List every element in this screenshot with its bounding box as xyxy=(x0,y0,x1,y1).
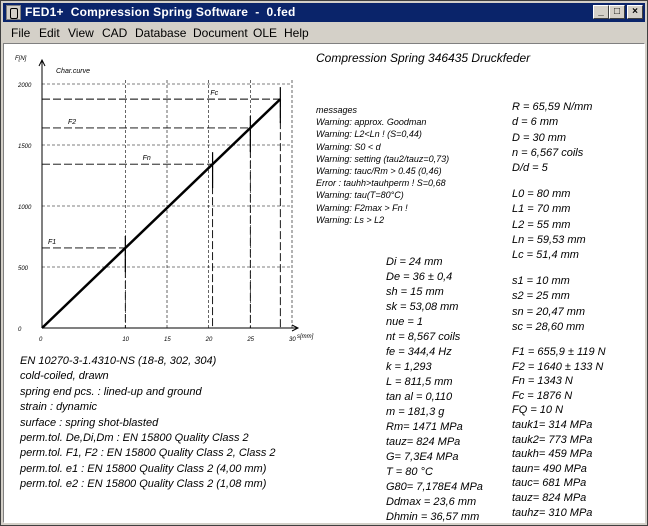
param-line: tauc= 681 MPa xyxy=(512,477,587,490)
app-spring-icon[interactable] xyxy=(6,5,21,20)
x-tick-label: 0 xyxy=(39,337,43,343)
param-line: fe = 344,4 Hz xyxy=(386,346,452,358)
y-tick-label: 1000 xyxy=(18,205,32,211)
param-line: sn = 20,47 mm xyxy=(512,305,586,318)
menu-help[interactable]: Help xyxy=(284,26,309,40)
close-button[interactable]: × xyxy=(627,5,643,19)
param-line: FQ = 10 N xyxy=(512,404,564,417)
message-line: Warning: L2<Ln ! (S=0,44) xyxy=(316,129,422,140)
chart-title: Char.curve xyxy=(56,68,90,75)
param-line: Fc = 1876 N xyxy=(512,389,573,402)
param-line: Di = 24 mm xyxy=(386,256,443,268)
param-line: tauz= 824 MPa xyxy=(386,436,461,448)
param-line: Ln = 59,53 mm xyxy=(512,233,586,246)
param-line: L2 = 55 mm xyxy=(512,218,571,231)
param-line: Rm= 1471 MPa xyxy=(386,421,463,433)
param-line: tauhz= 310 MPa xyxy=(512,506,593,519)
param-line: tauk1= 314 MPa xyxy=(512,419,593,431)
message-line: messages xyxy=(316,105,358,115)
param-line: nt = 8,567 coils xyxy=(386,331,461,343)
material-line: cold-coiled, drawn xyxy=(20,370,109,383)
spring-header: Compression Spring 346435 Druckfeder xyxy=(316,51,531,65)
y-tick-label: 500 xyxy=(18,266,29,272)
param-line: tauk2= 773 MPa xyxy=(512,433,593,446)
x-tick-label: 10 xyxy=(122,337,130,343)
x-tick-label: 20 xyxy=(205,337,213,343)
param-line: D/d = 5 xyxy=(512,162,548,175)
chart-ticks xyxy=(17,83,296,343)
material-line: surface : spring shot-blasted xyxy=(20,416,159,429)
material-line: perm.tol. e1 : EN 15800 Quality Class 2 (4,00 mm) xyxy=(20,462,267,475)
marker-label: F2 xyxy=(68,118,77,126)
param-line: Dhmin = 36,57 mm xyxy=(386,511,480,523)
marker-label: Fn xyxy=(142,155,151,163)
material-line: perm.tol. F1, F2 : EN 15800 Quality Class 2, Class 2 xyxy=(20,447,276,460)
menu-ole[interactable]: OLE xyxy=(253,26,278,40)
param-line: d = 6 mm xyxy=(512,116,559,129)
document-area[interactable] xyxy=(3,43,645,523)
param-line: L0 = 80 mm xyxy=(512,188,571,200)
param-line: Lc = 51,4 mm xyxy=(512,249,579,262)
param-line: Fn = 1343 N xyxy=(512,375,573,388)
material-line: EN 10270-3-1.4310-NS (18-8, 302, 304) xyxy=(20,355,217,367)
menu-cad[interactable]: CAD xyxy=(102,26,128,40)
param-line: R = 65,59 N/mm xyxy=(512,101,593,113)
y-tick-label: 2000 xyxy=(18,83,32,89)
chart-ylabel: F[N] xyxy=(15,56,27,62)
title-bar[interactable] xyxy=(3,3,645,22)
param-line: tan al = 0,110 xyxy=(386,391,453,403)
y-tick-label: 1500 xyxy=(18,144,32,150)
menu-edit[interactable]: Edit xyxy=(39,26,60,40)
param-line: G80= 7,178E4 MPa xyxy=(386,481,483,493)
x-tick-label: 25 xyxy=(247,337,255,343)
message-line: Warning: setting (tau2/tauz=0,73) xyxy=(316,153,450,164)
material-line: perm.tol. De,Di,Dm : EN 15800 Quality Class 2 xyxy=(20,432,249,444)
param-line: De = 36 ± 0,4 xyxy=(386,271,453,283)
param-line: nue = 1 xyxy=(386,316,424,328)
material-line: strain : dynamic xyxy=(20,401,98,414)
x-tick-label: 30 xyxy=(289,337,296,343)
param-line: L1 = 70 mm xyxy=(512,203,571,216)
menu-document[interactable]: Document xyxy=(193,26,248,40)
param-line: F2 = 1640 ± 133 N xyxy=(512,360,604,373)
param-line: sk = 53,08 mm xyxy=(386,301,459,313)
message-line: Error : tauhh>tauhperm ! S=0,68 xyxy=(316,178,446,189)
param-line: sh = 15 mm xyxy=(386,286,444,298)
param-line: m = 181,3 g xyxy=(386,406,445,418)
param-line: G= 7,3E4 MPa xyxy=(386,451,459,463)
window-title: FED1+ Compression Spring Software - 0.fed xyxy=(25,5,296,19)
param-line: taukh= 459 MPa xyxy=(512,448,593,461)
spring-characteristic-line xyxy=(42,99,280,328)
message-line: Warning: tauc/Rm > 0.45 (0,46) xyxy=(316,166,442,176)
message-line: Warning: approx. Goodman xyxy=(316,117,427,128)
marker-label: Fc xyxy=(210,90,219,98)
x-tick-label: 15 xyxy=(164,337,171,343)
material-line: perm.tol. e2 : EN 15800 Quality Class 2 (1,08 mm) xyxy=(20,478,267,491)
param-line: sc = 28,60 mm xyxy=(512,320,585,333)
minimize-button[interactable]: _ xyxy=(593,5,609,19)
param-line: L = 811,5 mm xyxy=(386,376,453,388)
chart-xlabel: s[mm] xyxy=(297,334,314,340)
chart-axes xyxy=(39,60,298,331)
material-line: spring end pcs. : lined-up and ground xyxy=(20,385,202,398)
message-line: Warning: F2max > Fn ! xyxy=(316,202,408,213)
param-line: s1 = 10 mm xyxy=(512,275,570,287)
param-line: D = 30 mm xyxy=(512,131,567,144)
message-line: Warning: tau(T=80°C) xyxy=(316,190,404,201)
param-line: s2 = 25 mm xyxy=(512,290,570,303)
message-line: Warning: Ls > L2 xyxy=(316,214,385,225)
menu-file[interactable]: File xyxy=(11,26,31,40)
menu-bar xyxy=(3,24,645,42)
param-line: Ddmax = 23,6 mm xyxy=(386,496,477,508)
maximize-button[interactable]: □ xyxy=(609,5,625,19)
param-line: n = 6,567 coils xyxy=(512,146,584,159)
y-tick-label: 0 xyxy=(18,327,22,333)
param-line: taun= 490 MPa xyxy=(512,462,587,475)
param-line: tauz= 824 MPa xyxy=(512,492,587,504)
menu-database[interactable]: Database xyxy=(135,26,187,40)
marker-label: F1 xyxy=(48,238,57,246)
param-line: T = 80 °C xyxy=(386,466,433,478)
param-line: k = 1,293 xyxy=(386,361,432,373)
menu-view[interactable]: View xyxy=(68,26,94,40)
chart-markers xyxy=(42,87,280,328)
message-line: Warning: S0 < d xyxy=(316,141,381,152)
param-line: F1 = 655,9 ± 119 N xyxy=(512,346,606,358)
characteristic-curve-chart xyxy=(4,52,314,362)
